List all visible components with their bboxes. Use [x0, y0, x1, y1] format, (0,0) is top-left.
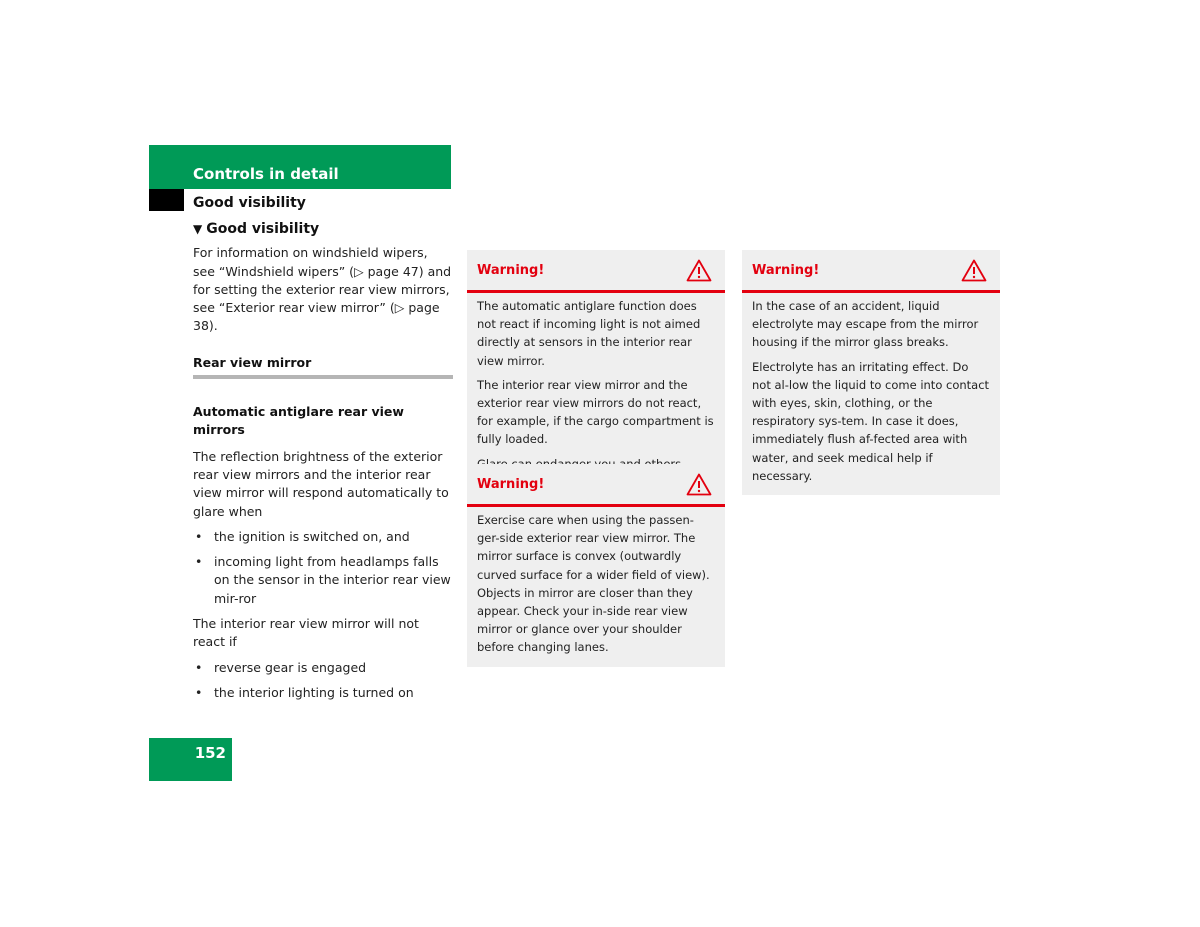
list-item: • the interior lighting is turned on [193, 684, 453, 702]
warning-paragraph: In the case of an accident, liquid electrolyte may escape from the mirror housing if the mirror glass breaks. [752, 299, 979, 350]
warning-header [467, 250, 725, 293]
warning-triangle-icon [686, 259, 712, 282]
chapter-header-bar [149, 145, 451, 189]
warning-body [467, 293, 725, 483]
warning-triangle-icon [961, 259, 987, 282]
list-item: • the ignition is switched on, and [193, 528, 453, 546]
warning-paragraph: The interior rear view mirror and the exterior rear view mirrors do not react, for example, if the cargo compartment is fully loaded. [477, 377, 714, 447]
page-number: 152 [194, 744, 226, 762]
warning-triangle-icon [686, 473, 712, 496]
triangle-down-icon: ▼ [193, 222, 203, 236]
warning-body [467, 507, 725, 667]
section-marker-tab [149, 189, 184, 211]
section-heading-text: Good visibility [206, 221, 320, 237]
warning-paragraph: The automatic antiglare function does not react if incoming light is not aimed directly at sensors in the interior rear view mirror. [477, 299, 701, 368]
list-item: • incoming light from headlamps falls on the sensor in the interior rear view mir-ror [193, 553, 453, 608]
chapter-title: Controls in detail [193, 165, 339, 183]
rear-view-mirror-heading: Rear view mirror [193, 354, 453, 379]
warning-body [742, 293, 1000, 495]
section-heading [193, 220, 453, 238]
antiglare-heading: Automatic antiglare rear view mirrors [193, 404, 404, 438]
antiglare-paragraph: The reflection brightness of the exterior rear view mirrors and the interior rear view mirror will respond automatically to glare when [193, 448, 449, 519]
warning-paragraph: Electrolyte has an irritating effect. Do not al-low the liquid to come into contact with eyes, skin, clothing, or the respiratory sys-tem. In case it does, immediately flush af-fected area with water, and seek medical help if necessary. [752, 359, 990, 483]
warning-header [742, 250, 1000, 293]
warning-paragraph: Exercise care when using the passen-ger-side exterior rear view mirror. The mirror surface is convex (outwardly curved surface for a wider field of view). Objects in mirror are closer than they appear. Check your in-side rear view mirror or glance over your shoulder before changing lanes. [477, 513, 710, 655]
section-title: Good visibility [193, 195, 306, 211]
warning-label: Warning! [477, 263, 545, 278]
respond-conditions-list [193, 528, 453, 608]
not-react-conditions-list [193, 659, 453, 703]
warning-label: Warning! [752, 263, 820, 278]
warning-label: Warning! [477, 477, 545, 492]
warning-box-convex-mirror [467, 464, 725, 667]
not-react-paragraph: The interior rear view mirror will not react if [193, 616, 419, 650]
intro-paragraph: For information on windshield wipers, see “Windshield wipers” (▷ page 47) and for setting the exterior rear view mirrors, see “Exterior rear view mirror” (▷ page 38). [193, 245, 452, 334]
list-item: • reverse gear is engaged [193, 659, 453, 677]
main-text-column [193, 220, 453, 709]
warning-header [467, 464, 725, 507]
warning-box-antiglare [467, 250, 725, 483]
warning-box-electrolyte [742, 250, 1000, 495]
page-number-box [149, 738, 232, 781]
